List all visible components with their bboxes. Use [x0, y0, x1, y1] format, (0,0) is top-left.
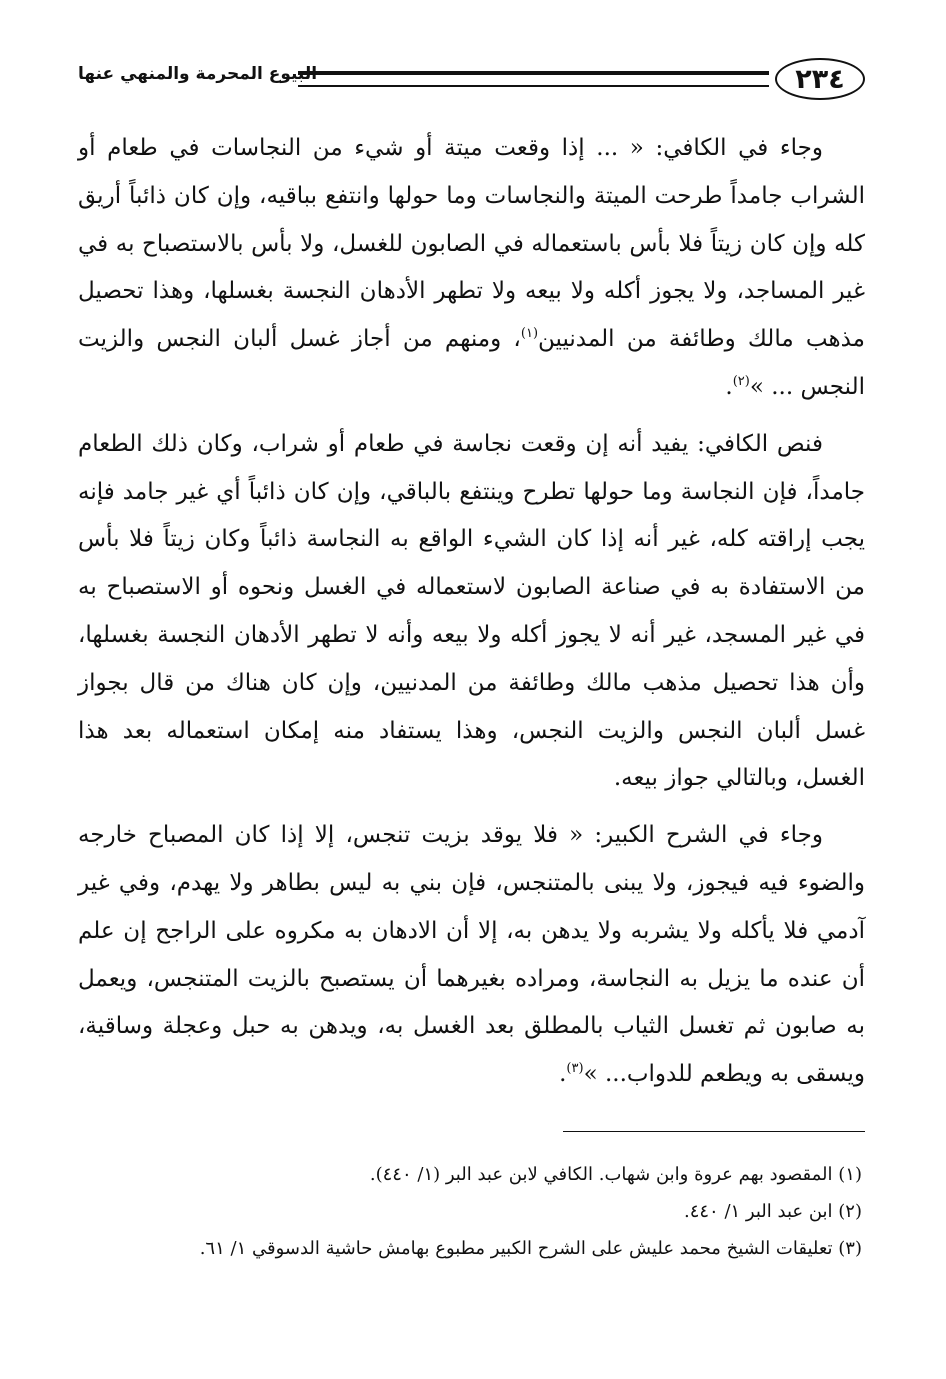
header-rule	[298, 71, 769, 87]
page-number: ٢٣٤	[775, 58, 865, 100]
paragraph-text: ، ومنهم من أجاز غسل ألبان النجس والزيت النجس ... »	[78, 326, 865, 400]
running-title: البيوع المحرمة والمنهي عنها	[78, 64, 318, 84]
footnote-ref-1: (١)	[520, 326, 539, 342]
paragraph-text: وجاء في الشرح الكبير: « فلا يوقد بزيت تنجس، إلا إذا كان المصباح خارجه والضوء فيه فيجوز، ولا يبنى بالمتنجس، فإن بني به ليس بطاهر ولا يهدم، وفي غير آدمي فلا يأكله ولا يشربه ولا يدهن به، إلا أن الادهان به مكروه على الراجح إن علم أن عنده ما يزيل به النجاسة، ومراده بغيرهما أن يستصبح بالزيت المتنجس، ويعمل به صابون ثم تغسل الثياب بالمطلق بعد الغسل به، ويدهن به حبل وعجلة وساقية، ويسقى به ويطعم للدواب... »	[78, 822, 865, 1088]
footnote-separator	[563, 1131, 865, 1132]
paragraph-text: وجاء في الكافي: « ... إذا وقعت ميتة أو شيء من النجاسات في طعام أو الشراب جامداً طرحت الميتة والنجاسات وما حولها وانتفع بباقيه، وإن كان ذائباً أريق كله وإن كان زيتاً فلا بأس باستعماله في الصابون للغسل، ولا بأس بالاستصباح به في غير المساجد، ولا يجوز أكله ولا بيعه ولا تطهر الأدهان النجسة بغسلها، وهذا تحصيل مذهب مالك وطائفة من المدنيين	[78, 135, 865, 353]
paragraph-3	[78, 812, 865, 1099]
paragraph-text: فنص الكافي: يفيد أنه إن وقعت نجاسة في طعام أو شراب، وكان ذلك الطعام جامداً، فإن النجاسة وما حولها تطرح وينتفع بالباقي، وإن كان ذائباً أي غير جامد فإنه يجب إراقته كله، غير أنه إذا كان الشيء الواقع به النجاسة ذائباً وكان زيتاً فلا بأس من الاستفادة به في صناعة الصابون لاستعماله في الغسل ونحوه أو الاستصباح به في غير المسجد، غير أنه لا يجوز أكله ولا بيعه وأنه لا تطهر الأدهان النجسة بغسلها، وأن هذا تحصيل مذهب مالك وطائفة من المدنيين، وإن كان هناك من قال بجواز غسل ألبان النجس والزيت النجس، وهذا يستفاد منه إمكان استعماله بعد هذا الغسل، وبالتالي جواز بيعه.	[78, 430, 865, 792]
running-header	[78, 58, 865, 102]
footnote-ref-3: (٣)	[566, 1061, 584, 1077]
paragraph-end: .	[725, 373, 733, 400]
footnote-ref-2: (٢)	[732, 373, 750, 389]
footnotes	[78, 1156, 862, 1267]
paragraph-2	[78, 421, 865, 803]
paragraph-1	[78, 125, 865, 412]
footnote-1: (١) المقصود بهم عروة وابن شهاب. الكافي لابن عبد البر (١/ ٤٤٠).	[369, 1164, 862, 1185]
footnote-2: (٢) ابن عبد البر ١/ ٤٤٠.	[683, 1201, 862, 1222]
paragraph-end: .	[559, 1061, 567, 1088]
footnote-3: (٣) تعليقات الشيخ محمد عليش على الشرح الكبير مطبوع بهامش حاشية الدسوقي ١/ ٦١.	[199, 1238, 862, 1259]
main-text	[78, 125, 865, 1108]
